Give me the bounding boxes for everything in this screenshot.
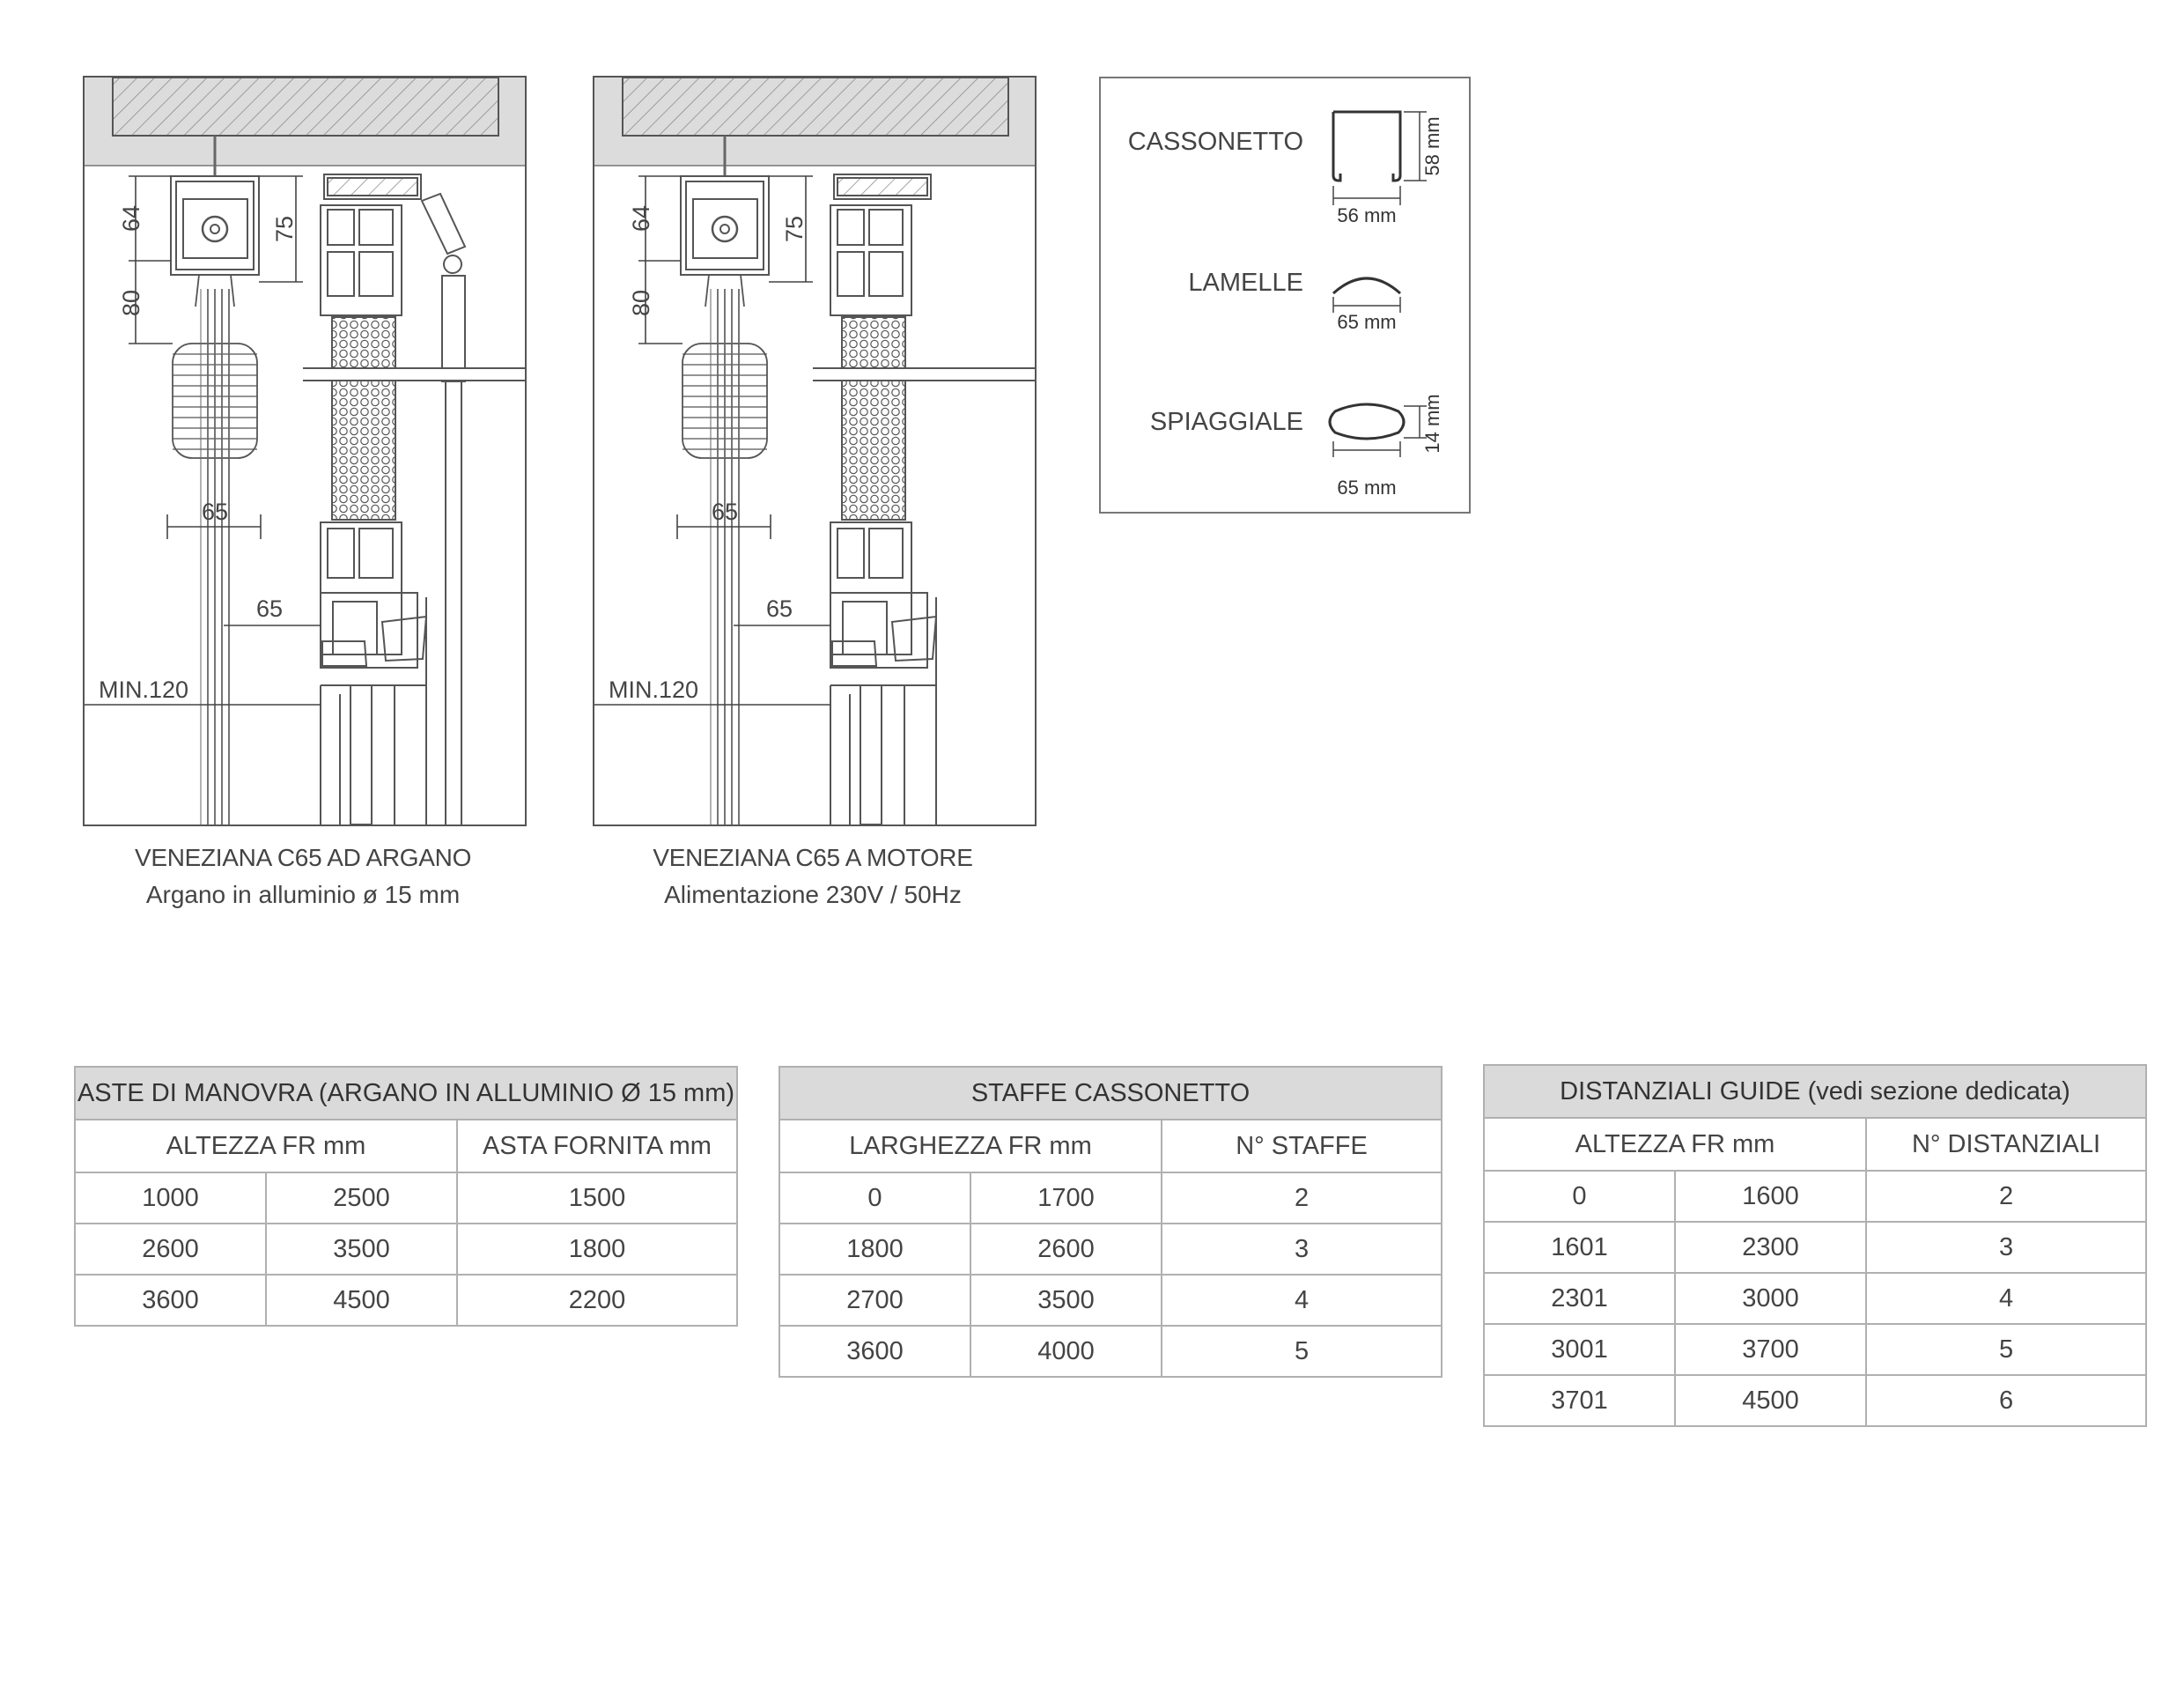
aste-col-altezza: ALTEZZA FR mm [75, 1120, 457, 1172]
table-cell: 2300 [1675, 1222, 1866, 1273]
table-row [779, 1224, 1442, 1275]
cassonetto-height: 58 mm [1421, 116, 1443, 176]
table-cell: 3600 [75, 1275, 266, 1326]
headbox-section [171, 176, 259, 275]
drawing-motore [593, 76, 1037, 826]
table-row [75, 1224, 737, 1275]
distanziali-table [1483, 1064, 2147, 1427]
caption-argano-subtitle: Argano in alluminio ø 15 mm [145, 881, 461, 908]
table-cell: 2500 [266, 1172, 457, 1224]
table-row [779, 1275, 1442, 1326]
table-cell: 4 [1866, 1273, 2146, 1324]
table-cell: 0 [779, 1172, 970, 1224]
dim-65-top: 65 [711, 499, 739, 525]
table-cell: 4000 [970, 1326, 1162, 1377]
dimension-lines [594, 176, 830, 705]
lamella-profile-icon [1333, 278, 1400, 293]
caption-motore [593, 839, 1033, 913]
break-band [303, 368, 525, 381]
dim-64: 64 [118, 204, 144, 233]
table-cell: 1700 [970, 1172, 1162, 1224]
staffe-title: STAFFE CASSONETTO [779, 1067, 1442, 1120]
staffe-col-numero: N° STAFFE [1162, 1120, 1442, 1172]
dim-64: 64 [628, 204, 654, 233]
spiaggiale-width: 65 mm [1337, 477, 1397, 499]
spiaggiale-height: 14 mm [1421, 394, 1443, 454]
lamelle-width: 65 mm [1337, 311, 1397, 333]
table-row [1484, 1375, 2146, 1426]
table-cell: 0 [1484, 1171, 1675, 1222]
cassonetto-label: CASSONETTO [1127, 128, 1303, 156]
window-frame [321, 174, 426, 825]
aste-table [74, 1066, 738, 1327]
table-cell: 3500 [970, 1275, 1162, 1326]
aste-col-asta: ASTA FORNITA mm [457, 1120, 737, 1172]
table-cell: 1000 [75, 1172, 266, 1224]
headbox-section [681, 176, 769, 275]
dim-65-mid: 65 [255, 595, 284, 622]
profiles-legend [1099, 77, 1471, 514]
table-cell: 3 [1162, 1224, 1442, 1275]
table-cell: 2 [1866, 1171, 2146, 1222]
drawing-argano [83, 76, 527, 826]
lintel-section [85, 78, 525, 166]
distanziali-title: DISTANZIALI GUIDE (vedi sezione dedicata) [1484, 1065, 2146, 1118]
table-row [779, 1326, 1442, 1377]
table-cell: 3500 [266, 1224, 457, 1275]
spiaggiale-profile-icon [1330, 404, 1404, 439]
table-cell: 2301 [1484, 1273, 1675, 1324]
dim-65-mid: 65 [765, 595, 793, 622]
table-row [779, 1172, 1442, 1224]
table-cell: 3700 [1675, 1324, 1866, 1375]
table-cell: 3001 [1484, 1324, 1675, 1375]
table-row [1484, 1222, 2146, 1273]
table-cell: 1800 [779, 1224, 970, 1275]
table-cell: 1800 [457, 1224, 737, 1275]
caption-argano-title: VENEZIANA C65 AD ARGANO [134, 844, 472, 871]
aste-title: ASTE DI MANOVRA (ARGANO IN ALLUMINIO Ø 15 mm) [75, 1067, 737, 1120]
table-cell: 4 [1162, 1275, 1442, 1326]
caption-motore-title: VENEZIANA C65 A MOTORE [653, 844, 973, 871]
dim-80: 80 [118, 289, 144, 317]
staffe-col-larghezza: LARGHEZZA FR mm [779, 1120, 1162, 1172]
table-cell: 2600 [75, 1224, 266, 1275]
dimension-lines [85, 176, 321, 705]
crank-actuator [422, 194, 465, 825]
table-cell: 5 [1162, 1326, 1442, 1377]
table-cell: 2700 [779, 1275, 970, 1326]
table-cell: 2200 [457, 1275, 737, 1326]
caption-motore-subtitle: Alimentazione 230V / 50Hz [664, 881, 962, 908]
table-cell: 6 [1866, 1375, 2146, 1426]
table-cell: 1601 [1484, 1222, 1675, 1273]
table-cell: 1500 [457, 1172, 737, 1224]
dim-65-top: 65 [201, 499, 229, 525]
distanziali-col-altezza: ALTEZZA FR mm [1484, 1118, 1866, 1171]
table-cell: 3 [1866, 1222, 2146, 1273]
break-band [813, 368, 1035, 381]
table-cell: 3701 [1484, 1375, 1675, 1426]
staffe-table [778, 1066, 1442, 1378]
table-cell: 4500 [266, 1275, 457, 1326]
lamelle-label: LAMELLE [1188, 269, 1303, 297]
guide-rails [201, 289, 229, 825]
dim-min-120: MIN.120 [609, 677, 699, 703]
spiaggiale-label: SPIAGGIALE [1149, 408, 1303, 436]
cassonetto-profile-icon [1333, 112, 1400, 181]
window-frame [830, 174, 936, 825]
table-cell: 2600 [970, 1224, 1162, 1275]
table-cell: 5 [1866, 1324, 2146, 1375]
caption-argano [83, 839, 523, 913]
table-cell: 4500 [1675, 1375, 1866, 1426]
table-cell: 2 [1162, 1172, 1442, 1224]
dim-80: 80 [628, 289, 654, 317]
cassonetto-width: 56 mm [1337, 204, 1397, 226]
dim-75: 75 [781, 215, 808, 243]
dim-75: 75 [271, 215, 298, 243]
table-row [75, 1172, 737, 1224]
dim-min-120: MIN.120 [99, 677, 189, 703]
table-row [1484, 1273, 2146, 1324]
table-cell: 1600 [1675, 1171, 1866, 1222]
table-row [75, 1275, 737, 1326]
table-cell: 3000 [1675, 1273, 1866, 1324]
table-row [1484, 1324, 2146, 1375]
lintel-section [594, 78, 1035, 166]
table-row [1484, 1171, 2146, 1222]
distanziali-col-numero: N° DISTANZIALI [1866, 1118, 2146, 1171]
table-cell: 3600 [779, 1326, 970, 1377]
guide-rails [711, 289, 739, 825]
